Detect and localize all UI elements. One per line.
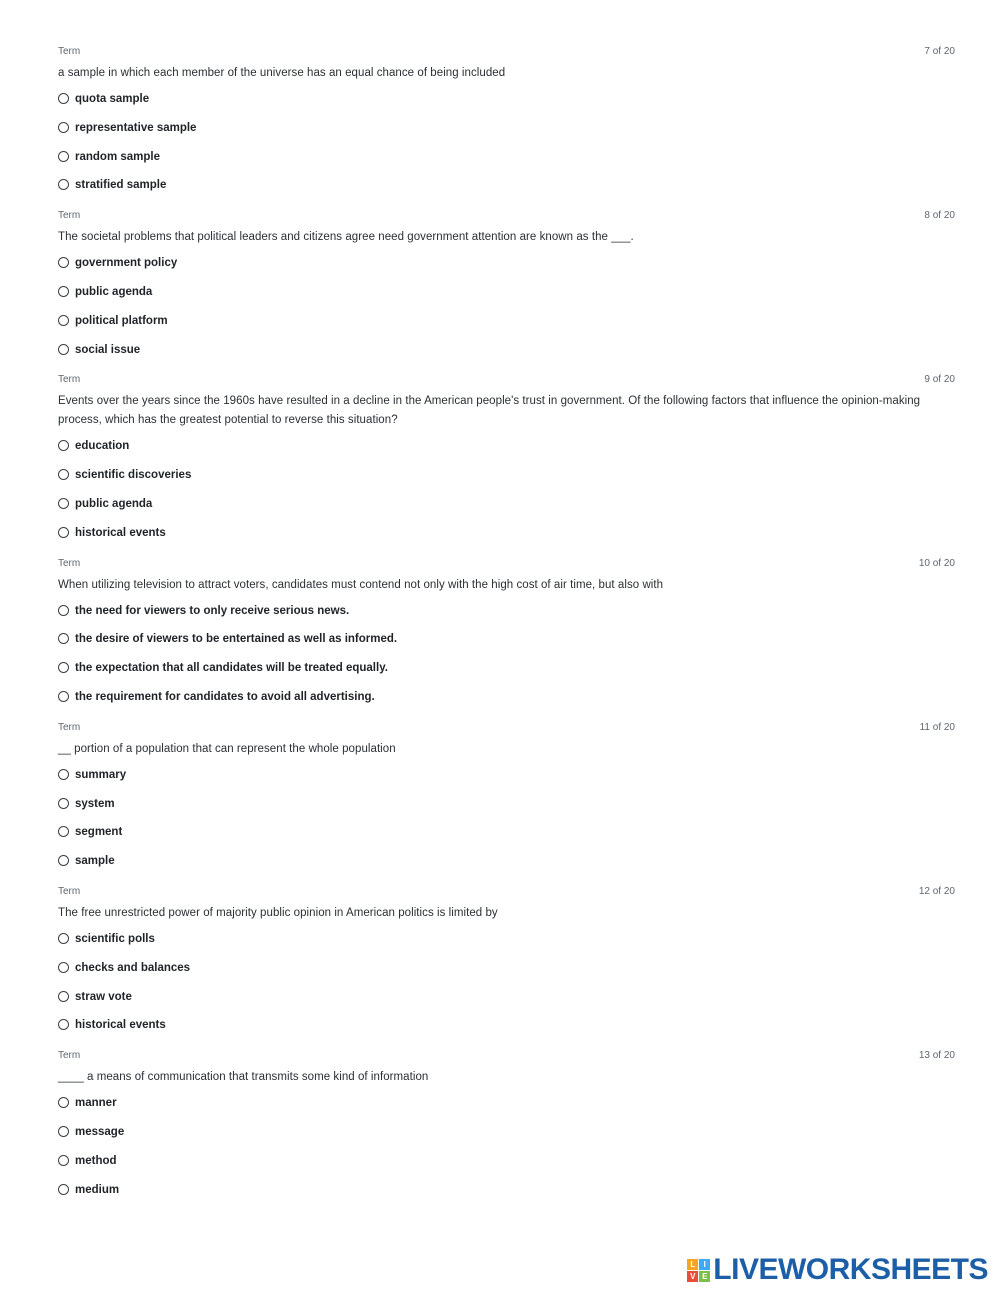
answer-option-label[interactable]: public agenda [75, 285, 153, 298]
answer-option-label[interactable]: the requirement for candidates to avoid all advertising. [75, 690, 375, 703]
question-block [58, 886, 955, 1050]
answer-option[interactable] [58, 1018, 955, 1047]
answer-option[interactable] [58, 797, 955, 826]
answer-option-label[interactable]: sample [75, 855, 115, 868]
answer-option[interactable] [58, 121, 955, 150]
question-header [58, 722, 955, 738]
question-header [58, 46, 955, 62]
question-block [58, 210, 955, 374]
answer-option[interactable] [58, 439, 955, 468]
term-label: Term [58, 1050, 81, 1062]
term-label: Term [58, 885, 81, 897]
answer-option-label[interactable]: scientific polls [75, 932, 155, 945]
radio-button-icon[interactable] [58, 1126, 69, 1137]
logo-text: LIVEWORKSHEETS [713, 1253, 988, 1286]
radio-button-icon[interactable] [58, 691, 69, 702]
question-counter: 8 of 20 [924, 210, 955, 222]
answer-option[interactable] [58, 314, 955, 343]
answer-option[interactable] [58, 526, 955, 555]
answer-option-label[interactable]: system [75, 797, 115, 810]
logo-mark-letter: E [699, 1271, 710, 1282]
term-label: Term [58, 374, 81, 386]
answer-option[interactable] [58, 1183, 955, 1212]
radio-button-icon[interactable] [58, 1155, 69, 1166]
radio-button-icon[interactable] [58, 991, 69, 1002]
radio-button-icon[interactable] [58, 179, 69, 190]
answer-option[interactable] [58, 256, 955, 285]
radio-button-icon[interactable] [58, 855, 69, 866]
answer-option[interactable] [58, 285, 955, 314]
question-counter: 11 of 20 [919, 721, 955, 733]
question-counter: 10 of 20 [918, 557, 955, 569]
answer-option[interactable] [58, 604, 955, 633]
answer-option-label[interactable]: the need for viewers to only receive serious news. [75, 604, 350, 617]
answer-option[interactable] [58, 990, 955, 1019]
question-block [58, 1050, 955, 1214]
answer-option-label[interactable]: checks and balances [75, 961, 191, 974]
radio-button-icon[interactable] [58, 440, 69, 451]
answer-option[interactable] [58, 825, 955, 854]
question-counter: 13 of 20 [918, 1050, 955, 1062]
answer-option[interactable] [58, 932, 955, 961]
term-label: Term [58, 210, 81, 222]
question-prompt: The societal problems that political leaders and citizens agree need government attention are known as the ___. [58, 231, 634, 244]
answer-option-label[interactable]: straw vote [75, 990, 132, 1003]
answer-option-label[interactable]: method [75, 1154, 117, 1167]
question-counter: 9 of 20 [924, 374, 955, 386]
answer-option-label[interactable]: scientific discoveries [75, 469, 192, 482]
radio-button-icon[interactable] [58, 315, 69, 326]
logo-mark-letter: L [687, 1259, 698, 1270]
answer-option-label[interactable]: historical events [75, 1019, 166, 1032]
answer-option-label[interactable]: representative sample [75, 121, 197, 134]
answer-option[interactable] [58, 961, 955, 990]
question-block [58, 46, 955, 210]
question-header [58, 558, 955, 574]
answer-option-label[interactable]: message [75, 1125, 125, 1138]
question-counter: 12 of 20 [918, 885, 955, 897]
radio-button-icon[interactable] [58, 933, 69, 944]
radio-button-icon[interactable] [58, 257, 69, 268]
answer-option[interactable] [58, 854, 955, 883]
question-block [58, 558, 955, 722]
answer-option-label[interactable]: social issue [75, 343, 141, 356]
logo-mark-icon [687, 1259, 710, 1282]
answer-option-label[interactable]: public agenda [75, 497, 153, 510]
radio-button-icon[interactable] [58, 798, 69, 809]
question-header [58, 374, 955, 390]
answer-option[interactable] [58, 497, 955, 526]
answer-option-label[interactable]: random sample [75, 150, 160, 163]
liveworksheets-logo [687, 1253, 988, 1287]
question-prompt: ____ a means of communication that transmits some kind of information [58, 1071, 429, 1084]
answer-option[interactable] [58, 632, 955, 661]
radio-button-icon[interactable] [58, 1019, 69, 1030]
question-header [58, 210, 955, 226]
radio-button-icon[interactable] [58, 605, 69, 616]
answer-option[interactable] [58, 178, 955, 207]
answer-option-label[interactable]: historical events [75, 526, 166, 539]
answer-option-label[interactable]: manner [75, 1097, 117, 1110]
answer-option[interactable] [58, 150, 955, 179]
radio-button-icon[interactable] [58, 469, 69, 480]
answer-option[interactable] [58, 468, 955, 497]
term-label: Term [58, 46, 81, 57]
logo-mark-letter: V [687, 1271, 698, 1282]
answer-option[interactable] [58, 1096, 955, 1125]
answer-option[interactable] [58, 768, 955, 797]
answer-option-label[interactable]: political platform [75, 314, 168, 327]
radio-button-icon[interactable] [58, 527, 69, 538]
radio-button-icon[interactable] [58, 1097, 69, 1108]
question-header [58, 1050, 955, 1066]
radio-button-icon[interactable] [58, 344, 69, 355]
answer-option[interactable] [58, 1125, 955, 1154]
radio-button-icon[interactable] [58, 122, 69, 133]
radio-button-icon[interactable] [58, 662, 69, 673]
answer-option-label[interactable]: quota sample [75, 93, 150, 105]
answer-option-label[interactable]: segment [75, 826, 123, 839]
answer-option[interactable] [58, 1154, 955, 1183]
radio-button-icon[interactable] [58, 286, 69, 297]
answer-option[interactable] [58, 92, 955, 121]
question-prompt: The free unrestricted power of majority public opinion in American politics is limited by [58, 906, 498, 919]
radio-button-icon[interactable] [58, 1184, 69, 1195]
answer-option[interactable] [58, 690, 955, 719]
answer-option-label[interactable]: stratified sample [75, 179, 167, 192]
term-label: Term [58, 557, 81, 569]
answer-option-label[interactable]: summary [75, 768, 127, 781]
radio-button-icon[interactable] [58, 826, 69, 837]
radio-button-icon[interactable] [58, 962, 69, 973]
question-block [58, 374, 955, 557]
question-counter: 7 of 20 [924, 46, 955, 57]
question-prompt: When utilizing television to attract voters, candidates must contend not only with the high cost of air time, but also with [58, 578, 664, 591]
answer-option-label[interactable]: education [75, 440, 130, 453]
radio-button-icon[interactable] [58, 151, 69, 162]
answer-option[interactable] [58, 343, 955, 372]
question-header [58, 886, 955, 902]
question-block [58, 722, 955, 886]
answer-option-label[interactable]: the desire of viewers to be entertained as well as informed. [75, 633, 398, 646]
question-prompt: a sample in which each member of the universe has an equal chance of being included [58, 67, 506, 79]
radio-button-icon[interactable] [58, 93, 69, 104]
answer-option-label[interactable]: government policy [75, 257, 178, 270]
question-prompt: Events over the years since the 1960s have resulted in a decline in the American people's trust in government. Of the following factors that influence the opinion-making process, which has the greatest potential to reverse this situation? [58, 395, 921, 427]
term-label: Term [58, 721, 81, 733]
radio-button-icon[interactable] [58, 633, 69, 644]
answer-option[interactable] [58, 661, 955, 690]
question-list [58, 46, 955, 1214]
question-prompt: __ portion of a population that can represent the whole population [58, 742, 396, 755]
answer-option-label[interactable]: the expectation that all candidates will be treated equally. [75, 662, 388, 675]
answer-option-label[interactable]: medium [75, 1183, 120, 1196]
radio-button-icon[interactable] [58, 769, 69, 780]
logo-mark-letter: I [699, 1259, 710, 1270]
radio-button-icon[interactable] [58, 498, 69, 509]
